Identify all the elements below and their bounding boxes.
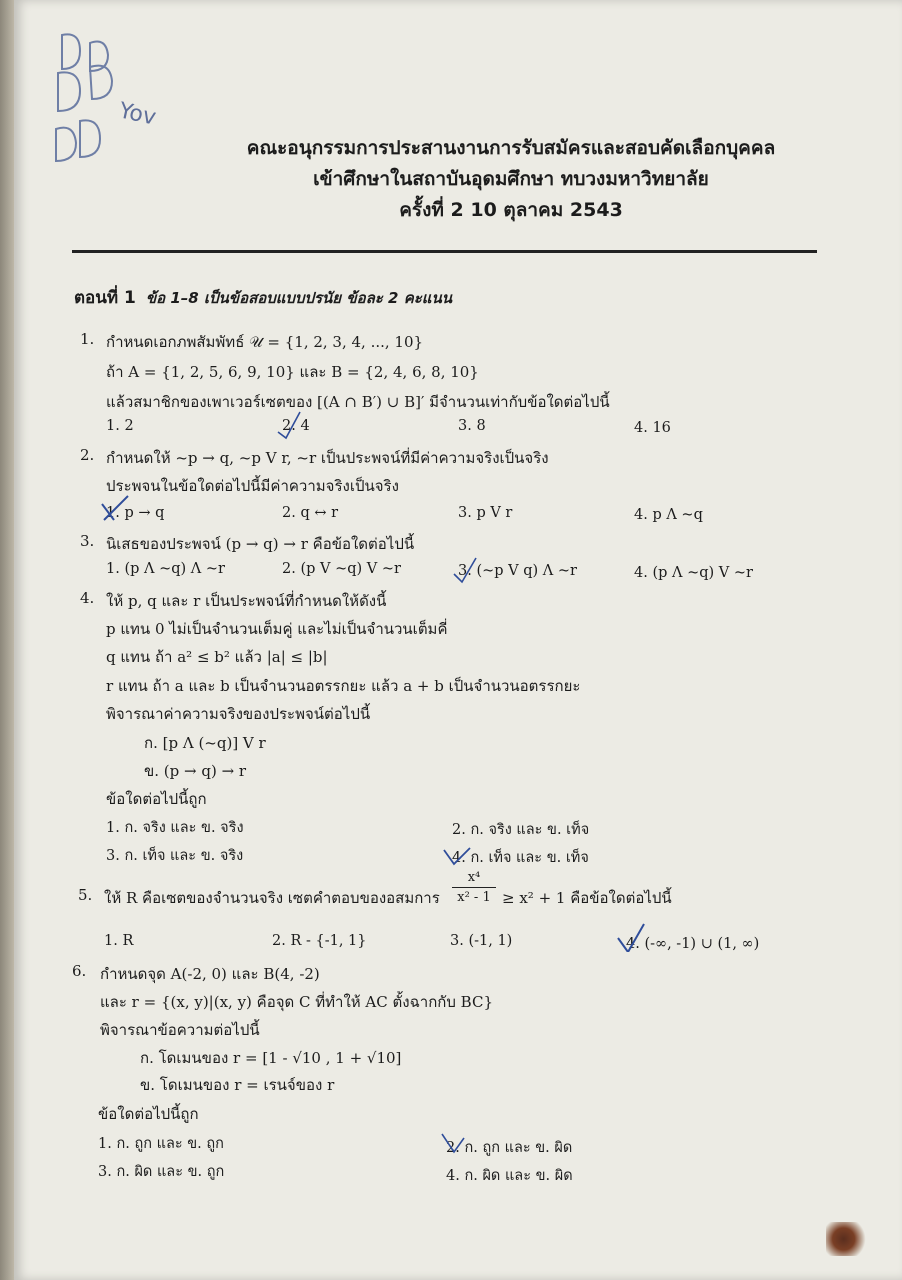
answer-mark-q4: [442, 838, 472, 868]
q2-option-2: 2. q ↔ r: [282, 505, 339, 521]
q5-line-1a: ให้ R คือเซตของจำนวนจริง เซตคำตอบของอสมการ: [104, 889, 440, 907]
handwritten-note: Yov: [116, 98, 159, 131]
q3-option-3: 3. (~p V q) Λ ~r: [458, 563, 577, 579]
q6-statement-a: ก. โดเมนของ r = [1 - √10 , 1 + √10]: [140, 1049, 402, 1067]
exam-header: [0, 133, 902, 226]
q2-option-4: 4. p Λ ~q: [634, 507, 703, 523]
answer-mark-q1: [274, 410, 304, 440]
section-description: ข้อ 1–8 เป็นข้อสอบแบบปรนัย ข้อละ 2 คะแนน: [145, 289, 452, 307]
q6-line-2: และ r = {(x, y)|(x, y) คือจุด C ที่ทำให้ AC ตั้งฉากกับ BC}: [100, 993, 493, 1011]
q1-line-2: ถ้า A = {1, 2, 5, 6, 9, 10} และ B = {2, 4, 6, 8, 10}: [106, 363, 479, 381]
q3-number: 3.: [80, 532, 95, 550]
q2-number: 2.: [80, 446, 95, 464]
q4-option-1: 1. ก. จริง และ ข. จริง: [106, 820, 244, 836]
q1-option-3: 3. 8: [458, 418, 486, 434]
q1-option-1: 1. 2: [106, 418, 134, 434]
q4-number: 4.: [80, 589, 95, 607]
q6-option-3: 3. ก. ผิด และ ข. ถูก: [98, 1164, 225, 1180]
header-divider: [72, 250, 817, 253]
q5-option-3: 3. (-1, 1): [450, 933, 513, 949]
answer-mark-q3: [450, 554, 480, 584]
q6-option-2: 2. ก. ถูก และ ข. ผิด: [446, 1140, 573, 1156]
section-title: ตอนที่ 1: [74, 288, 136, 308]
q6-line-3: พิจารณาข้อความต่อไปนี้: [100, 1021, 260, 1039]
q1-line-1: กำหนดเอกภพสัมพัทธ์ 𝒰 = {1, 2, 3, 4, ..., 10}: [106, 333, 424, 351]
q5-option-2: 2. R - {-1, 1}: [272, 933, 367, 949]
q3-line-1: นิเสธของประพจน์ (p → q) → r คือข้อใดต่อไปนี้: [106, 535, 415, 553]
answer-mark-q6: [438, 1128, 468, 1158]
q2-line-1: กำหนดให้ ~p → q, ~p V r, ~r เป็นประพจน์ที่มีค่าความจริงเป็นจริง: [106, 449, 549, 467]
q5-option-1: 1. R: [104, 933, 134, 949]
q4-line-8: ข้อใดต่อไปนี้ถูก: [106, 790, 207, 808]
q1-number: 1.: [80, 330, 95, 348]
q5-option-4: 4. (-∞, -1) ∪ (1, ∞): [626, 936, 760, 952]
q5-number: 5.: [78, 886, 93, 904]
q5-line-1b: ≥ x² + 1 คือข้อใดต่อไปนี้: [502, 889, 672, 907]
q6-option-1: 1. ก. ถูก และ ข. ถูก: [98, 1136, 224, 1152]
q6-line-6: ข้อใดต่อไปนี้ถูก: [98, 1105, 199, 1123]
q1-line-3: แล้วสมาชิกของเพาเวอร์เซตของ [(A ∩ B′) ∪ B]′ มีจำนวนเท่ากับข้อใดต่อไปนี้: [106, 393, 610, 411]
q4-line-2: p แทน 0 ไม่เป็นจำนวนเต็มคู่ และไม่เป็นจำนวนเต็มคี่: [106, 620, 448, 638]
q6-statement-b: ข. โดเมนของ r = เรนจ์ของ r: [140, 1076, 335, 1094]
q6-line-1: กำหนดจุด A(-2, 0) และ B(4, -2): [100, 965, 320, 983]
header-line-2: เข้าศึกษาในสถาบันอุดมศึกษา ทบวงมหาวิทยาลัย: [313, 168, 709, 190]
q4-line-4: r แทน ถ้า a และ b เป็นจำนวนอตรรกยะ แล้ว a + b เป็นจำนวนอตรรกยะ: [106, 677, 581, 695]
answer-mark-q5: [616, 922, 646, 952]
q4-option-4: 4. ก. เท็จ และ ข. เท็จ: [452, 850, 589, 866]
q1-option-2: 2. 4: [282, 418, 310, 434]
q4-statement-b: ข. (p → q) → r: [144, 762, 247, 780]
answer-mark-q2: [100, 494, 130, 524]
q2-option-1: 1. p → q: [106, 505, 165, 521]
q4-line-5: พิจารณาค่าความจริงของประพจน์ต่อไปนี้: [106, 705, 371, 723]
q4-option-2: 2. ก. จริง และ ข. เท็จ: [452, 822, 590, 838]
q3-option-2: 2. (p V ~q) V ~r: [282, 561, 401, 577]
q1-option-4: 4. 16: [634, 420, 671, 436]
q4-line-1: ให้ p, q และ r เป็นประพจน์ที่กำหนดให้ดังนี้: [106, 592, 387, 610]
q4-option-3: 3. ก. เท็จ และ ข. จริง: [106, 848, 244, 864]
q6-option-4: 4. ก. ผิด และ ข. ผิด: [446, 1168, 573, 1184]
q2-option-3: 3. p V r: [458, 505, 513, 521]
q5-fraction-denominator: x² - 1: [457, 890, 491, 905]
header-line-1: คณะอนุกรรมการประสานงานการรับสมัครและสอบคัดเลือกบุคคล: [246, 137, 776, 159]
q5-fraction-numerator: x⁴: [467, 870, 481, 885]
q4-line-3: q แทน ถ้า a² ≤ b² แล้ว |a| ≤ |b|: [106, 648, 328, 666]
q2-line-2: ประพจนในข้อใดต่อไปนี้มีค่าความจริงเป็นจริง: [106, 477, 399, 495]
header-line-3: ครั้งที่ 2 10 ตุลาคม 2543: [399, 199, 623, 221]
q6-number: 6.: [72, 962, 87, 980]
q4-statement-a: ก. [p Λ (~q)] V r: [144, 734, 266, 752]
q5-fraction: [452, 870, 496, 905]
q3-option-4: 4. (p Λ ~q) V ~r: [634, 565, 753, 581]
q3-option-1: 1. (p Λ ~q) Λ ~r: [106, 561, 225, 577]
section-heading: [74, 284, 452, 311]
paper-stain: [826, 1222, 870, 1256]
